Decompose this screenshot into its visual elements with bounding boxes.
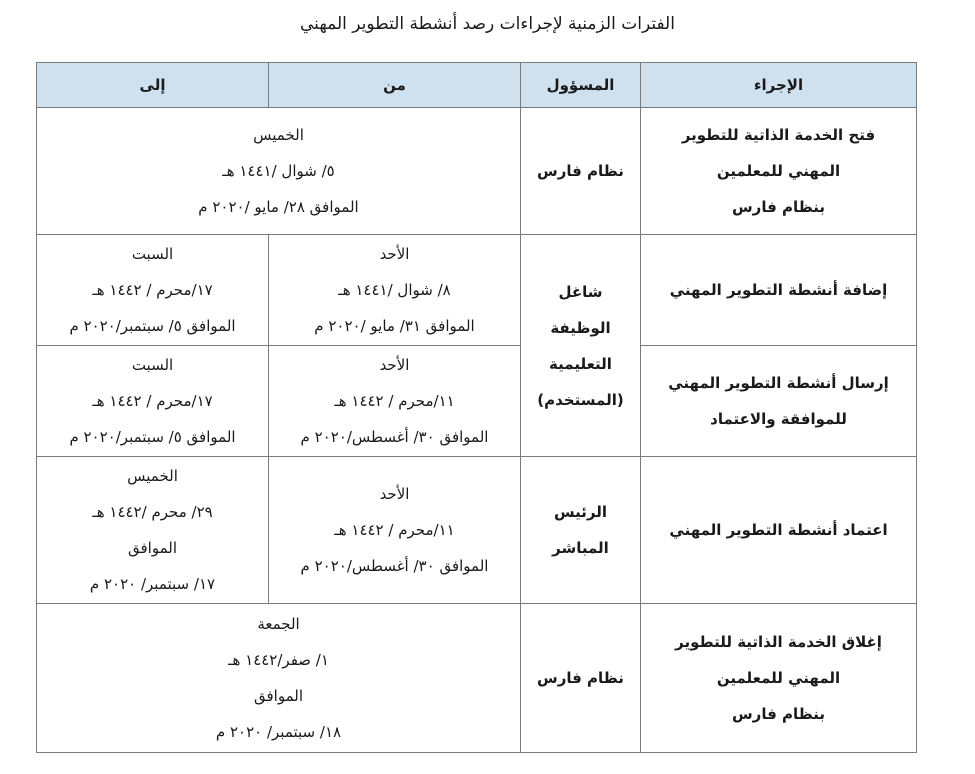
hijri-date: ١١/محرم / ١٤٤٢ هـ (334, 521, 455, 539)
hijri-date: ١٧/محرم / ١٤٤٢ هـ (92, 281, 213, 299)
gregorian-date: الموافق ٣٠/ أغسطس/٢٠٢٠ م (300, 428, 489, 446)
procedure-cell (641, 604, 917, 753)
from-cell (269, 235, 521, 346)
table-row (37, 346, 917, 457)
header-from: من (269, 63, 521, 108)
responsible-line: الرئيس (553, 503, 608, 521)
day-label: الخميس (253, 126, 304, 144)
day-label: السبت (131, 245, 174, 263)
procedure-cell (641, 457, 917, 604)
responsible-line: (المستخدم) (537, 390, 624, 409)
responsible-cell (521, 457, 641, 604)
procedure-line: إرسال أنشطة التطوير المهني (668, 374, 889, 392)
gregorian-date: الموافق ٥/ سبتمبر/٢٠٢٠ م (69, 428, 236, 446)
responsible-line: المباشر (552, 539, 609, 557)
procedure-line: اعتماد أنشطة التطوير المهني (669, 521, 888, 539)
gregorian-date: ١٧/ سبتمبر/ ٢٠٢٠ م (89, 575, 216, 593)
header-responsible: المسؤول (521, 63, 641, 108)
header-procedure: الإجراء (641, 63, 917, 108)
gregorian-date: الموافق ٣١/ مايو /٢٠٢٠ م (314, 317, 475, 335)
day-label: الأحد (379, 356, 410, 374)
procedure-line: فتح الخدمة الذاتية للتطوير (681, 126, 876, 144)
procedure-cell (641, 346, 917, 457)
gregorian-label: الموافق (253, 687, 303, 705)
header-to: إلى (37, 63, 269, 108)
period-cell (37, 108, 521, 235)
hijri-date: ١١/محرم / ١٤٤٢ هـ (334, 392, 455, 410)
gregorian-date: الموافق ٢٨/ مايو /٢٠٢٠ م (198, 198, 359, 216)
table-row (37, 108, 917, 235)
to-cell (37, 457, 269, 604)
page-title: الفترات الزمنية لإجراءات رصد أنشطة التطوير المهني (300, 14, 675, 34)
day-label: السبت (131, 356, 174, 374)
procedure-line: إغلاق الخدمة الذاتية للتطوير (675, 633, 882, 651)
gregorian-label: الموافق (127, 539, 177, 557)
day-label: الجمعة (257, 615, 300, 633)
gregorian-date: ١٨/ سبتمبر/ ٢٠٢٠ م (215, 723, 342, 741)
responsible-cell: نظام فارس (521, 108, 641, 235)
procedure-line: بنظام فارس (731, 705, 825, 723)
responsible-cell (521, 235, 641, 457)
procedure-cell (641, 108, 917, 235)
procedure-line: للموافقة والاعتماد (710, 410, 847, 428)
day-label: الأحد (379, 245, 410, 263)
responsible-line: التعليمية (549, 354, 612, 373)
table-row (37, 604, 917, 753)
procedure-line: المهني للمعلمين (716, 162, 841, 180)
responsible-cell: نظام فارس (521, 604, 641, 753)
table-header-row (37, 63, 917, 108)
responsible-line: الوظيفة (550, 318, 611, 337)
day-label: الأحد (379, 485, 410, 503)
procedure-line: إضافة أنشطة التطوير المهني (669, 281, 888, 299)
hijri-date: ١/ صفر/١٤٤٢ هـ (228, 651, 329, 669)
from-cell (269, 457, 521, 604)
hijri-date: ٨/ شوال /١٤٤١ هـ (338, 281, 451, 299)
hijri-date: ٢٩/ محرم /١٤٤٢ هـ (92, 503, 213, 521)
hijri-date: ٥/ شوال /١٤٤١ هـ (222, 162, 335, 180)
responsible-line: شاغل (558, 282, 603, 301)
gregorian-date: الموافق ٥/ سبتمبر/٢٠٢٠ م (69, 317, 236, 335)
gregorian-date: الموافق ٣٠/ أغسطس/٢٠٢٠ م (300, 557, 489, 575)
period-cell (37, 604, 521, 753)
schedule-table (36, 62, 917, 753)
table-row (37, 235, 917, 346)
table-row (37, 457, 917, 604)
hijri-date: ١٧/محرم / ١٤٤٢ هـ (92, 392, 213, 410)
to-cell (37, 235, 269, 346)
to-cell (37, 346, 269, 457)
from-cell (269, 346, 521, 457)
procedure-cell (641, 235, 917, 346)
day-label: الخميس (127, 467, 178, 485)
procedure-line: المهني للمعلمين (716, 669, 841, 687)
procedure-line: بنظام فارس (731, 198, 825, 216)
